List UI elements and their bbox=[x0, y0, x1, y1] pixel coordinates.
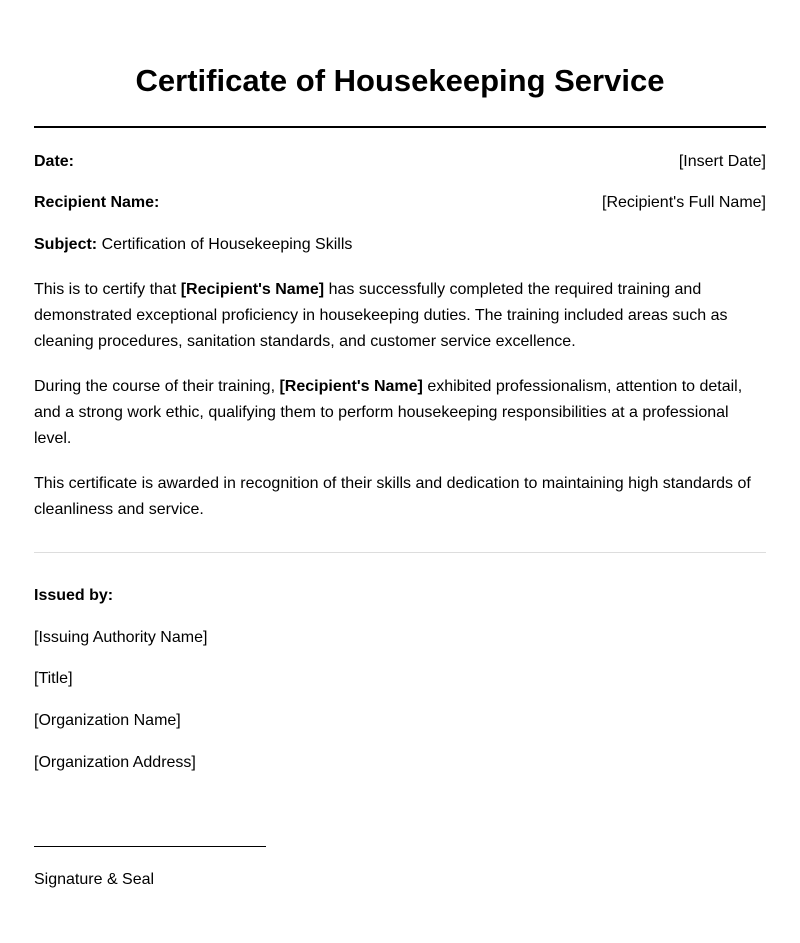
issuing-authority-name: [Issuing Authority Name] bbox=[34, 629, 208, 646]
date-value: [Insert Date] bbox=[678, 153, 766, 170]
p2-recipient-placeholder: [Recipient's Name] bbox=[279, 378, 423, 395]
signature-line bbox=[34, 846, 266, 847]
recipient-row bbox=[34, 193, 766, 213]
p1-recipient-placeholder: [Recipient's Name] bbox=[180, 281, 325, 298]
title-divider bbox=[34, 126, 766, 128]
issuer-title: [Title] bbox=[34, 670, 73, 687]
date-row bbox=[34, 152, 766, 172]
signature-label: Signature & Seal bbox=[34, 871, 155, 888]
document-title: Certificate of Housekeeping Service bbox=[135, 63, 665, 98]
date-label: Date: bbox=[34, 153, 75, 170]
body-paragraph-1 bbox=[34, 277, 766, 355]
body-paragraph-2 bbox=[34, 374, 766, 452]
recipient-label: Recipient Name: bbox=[34, 194, 160, 211]
subject-label: Subject: bbox=[34, 236, 98, 253]
issued-by-label: Issued by: bbox=[34, 587, 114, 604]
organization-address: [Organization Address] bbox=[34, 754, 196, 771]
p2-text-start: During the course of their training, bbox=[34, 378, 280, 395]
p1-text-end: has successfully completed the required training and demonstrated exceptional proficiency in housekeeping duties. The training included areas such as cleaning procedures, sanitation standards, and customer service excellence. bbox=[34, 281, 728, 350]
p2-text-end: exhibited professionalism, attention to detail, and a strong work ethic, qualifying them to perform housekeeping responsibilities at a professional level. bbox=[34, 378, 743, 447]
section-divider bbox=[34, 552, 766, 553]
recipient-value: [Recipient's Full Name] bbox=[602, 194, 766, 211]
organization-name: [Organization Name] bbox=[34, 712, 181, 729]
subject-value: Certification of Housekeeping Skills bbox=[101, 236, 353, 253]
subject-row bbox=[34, 235, 766, 255]
p1-text-start: This is to certify that bbox=[34, 281, 181, 298]
body-paragraph-3: This certificate is awarded in recognition of their skills and dedication to maintaining high standards of cleanliness and service. bbox=[34, 475, 751, 518]
